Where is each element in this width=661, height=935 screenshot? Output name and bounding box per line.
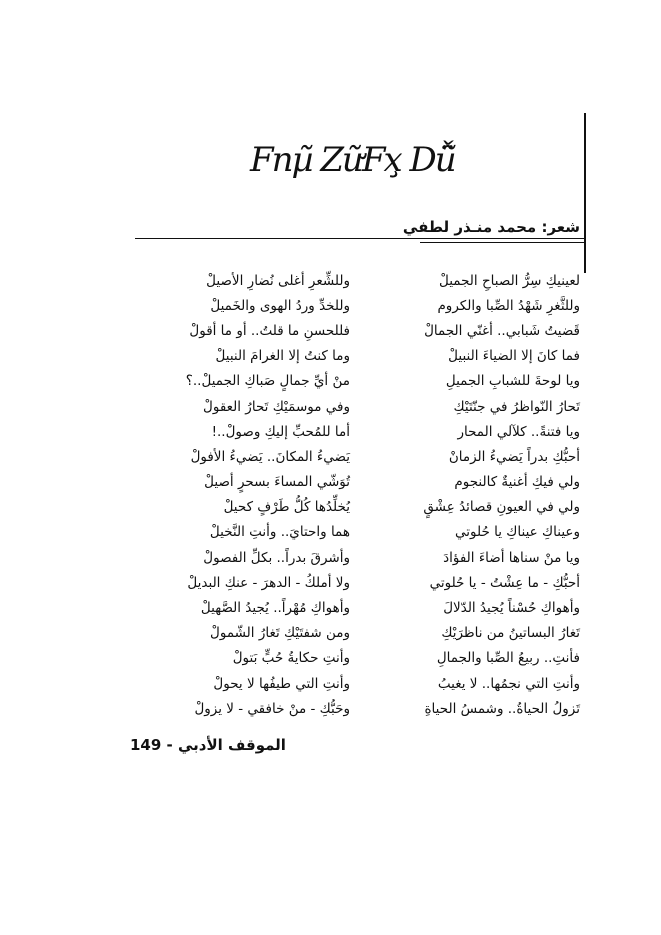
verse-first-hemistich: وأهواكِ حُسْناً يُجيدُ الدّلالَ	[443, 600, 580, 617]
verse-first-hemistich: أحبُّكِ بدراً يَضيءُ الزمانْ	[448, 448, 580, 465]
verse-first-hemistich: وأنتِ التي نجمُها.. لا يغيبُ	[437, 675, 580, 692]
poem-verse	[150, 495, 580, 520]
verse-second-hemistich: أما للمُحبِّ إليكِ وصولْ..!	[211, 423, 350, 440]
poem-verse	[150, 470, 580, 495]
verse-second-hemistich: ومن شفتَيْكِ تَغارُ الشّمولْ	[210, 625, 350, 642]
poem-verse	[150, 621, 580, 646]
poem-verse	[150, 419, 580, 444]
poem-verse	[150, 369, 580, 394]
verse-first-hemistich: تَغارُ البساتينُ من ناظرَيْكِ	[441, 625, 580, 642]
verse-second-hemistich: وأشرقَ بدراً.. بكلِّ الفصولْ	[203, 549, 350, 566]
verse-second-hemistich: وأنتِ التي طيفُها لا يحولْ	[213, 675, 350, 692]
verse-first-hemistich: وللثَّغرِ شَهْدُ الصِّبا والكروم	[437, 297, 580, 314]
verse-second-hemistich: فللحسنِ ما قلتُ.. أو ما أقولْ	[189, 322, 350, 339]
author-line: شعر: محمد منـذر لطفي	[402, 218, 580, 236]
vertical-rule	[584, 113, 586, 273]
poem-verse	[150, 646, 580, 671]
verse-second-hemistich: يُخلِّدُها كُلُّ طَرْفٍ كحيلْ	[223, 499, 350, 516]
verse-second-hemistich: هما واحتايَ.. وأنتِ النَّخيلْ	[209, 524, 350, 541]
verse-first-hemistich: تَزولُ الحياةُ.. وشمسُ الحياةِ	[424, 700, 580, 717]
verse-second-hemistich: منْ أيِّ جمالٍ صَباكِ الجميلْ..؟	[185, 373, 350, 390]
verse-second-hemistich: وما كنتُ إلا الغرامَ النبيلْ	[215, 348, 350, 365]
verse-first-hemistich: ويا فتنةً.. كلآلي المحار	[457, 423, 580, 440]
verse-first-hemistich: قَضيتُ شَبابي.. أغنّي الجمالْ	[424, 322, 580, 339]
poem-title: Fnµ̃ ZữFx̧ Dǚ̃	[250, 140, 455, 180]
verse-second-hemistich: يَضيءُ المكانَ.. يَضيءُ الأفولْ	[190, 448, 350, 465]
verse-first-hemistich: لعينيكِ سِرُّ الصباحِ الجميلْ	[438, 272, 580, 289]
verse-second-hemistich: وأنتِ حكايةُ حُبٍّ بَتولْ	[232, 650, 350, 667]
verse-first-hemistich: ويا منْ سناها أضاءَ الفؤادَ	[443, 549, 580, 566]
verse-first-hemistich: ولي فيكِ أغنيةٌ كالنجوم	[454, 474, 580, 491]
verse-first-hemistich: فأنتِ.. ربيعُ الصِّبا والجمالِ	[436, 650, 580, 667]
verse-second-hemistich: وللخدِّ وردُ الهوى والخَميلْ	[210, 297, 350, 314]
verse-first-hemistich: فما كانَ إلا الضياءَ النبيلْ	[448, 348, 580, 365]
verse-second-hemistich: وفي موسمَيْكِ تَحارُ العقولْ	[203, 398, 350, 415]
verse-first-hemistich: ويا لوحةَ للشبابِ الجميلِ	[445, 373, 580, 390]
verse-first-hemistich: ولي في العيونِ قصائدُ عِشْقٍ	[423, 499, 580, 516]
poem-verse	[150, 595, 580, 620]
poem-verse	[150, 570, 580, 595]
poem-verse	[150, 268, 580, 293]
poem-verse	[150, 344, 580, 369]
poem-verse	[150, 545, 580, 570]
poem-verse	[150, 394, 580, 419]
verse-second-hemistich: وأهواكِ مُهْراً.. يُجيدُ الصَّهيلْ	[200, 600, 350, 617]
page-footer: الموقف الأدبي - 149	[130, 736, 286, 754]
author-underline	[135, 238, 584, 239]
verse-second-hemistich: وللشِّعرِ أغلى نُضارِ الأصيلْ	[206, 272, 350, 289]
verse-first-hemistich: أحبُّكِ - ما عِشْتُ - يا حُلوتي	[429, 574, 580, 591]
poem-verse	[150, 696, 580, 721]
verse-first-hemistich: تَحارُ النّواظرُ في جنّتَيْكِ	[453, 398, 580, 415]
author-underline-2	[420, 242, 584, 243]
verse-first-hemistich: وعيناكِ عيناكِ يا حُلوتي	[455, 524, 580, 541]
poem-verse	[150, 293, 580, 318]
poem-verse	[150, 444, 580, 469]
poem-body	[150, 268, 580, 721]
verse-second-hemistich: وحَبُّكِ - منْ خافقي - لا يزولْ	[194, 700, 350, 717]
poem-verse	[150, 318, 580, 343]
verse-second-hemistich: تُوَشّي المساءَ بسحرٍ أصيلْ	[204, 474, 350, 491]
verse-second-hemistich: ولا أملكُ - الدهرَ - عنكِ البديلْ	[187, 574, 350, 591]
poem-verse	[150, 520, 580, 545]
poem-verse	[150, 671, 580, 696]
